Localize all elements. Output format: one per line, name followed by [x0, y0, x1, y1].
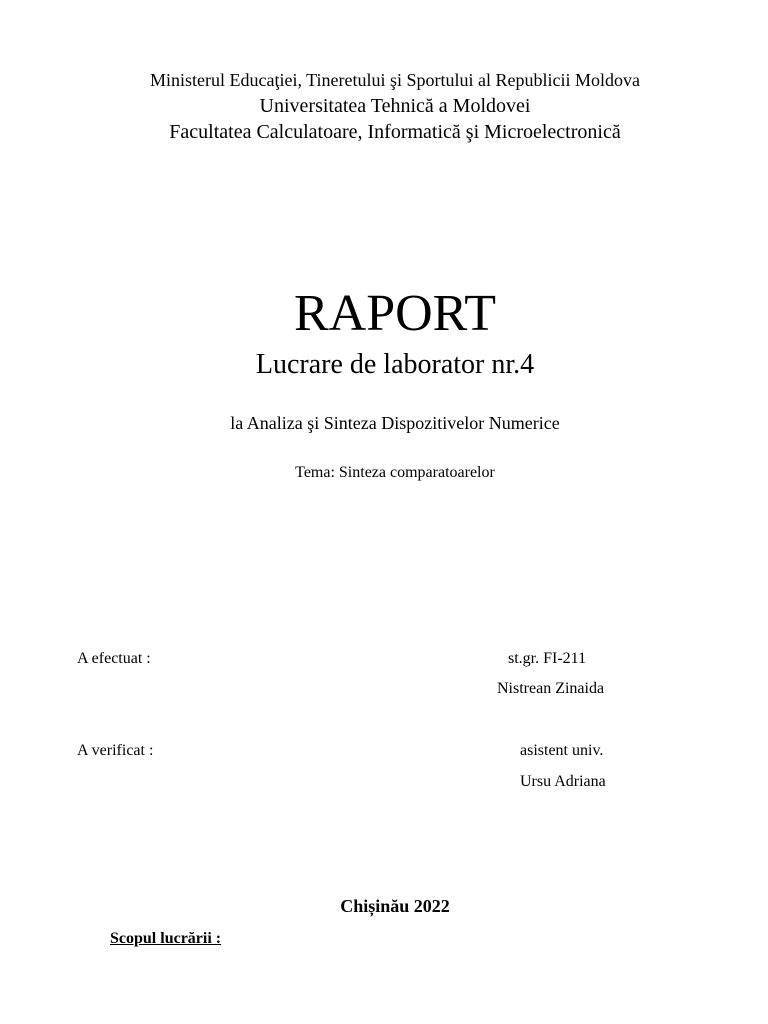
ministry-line: Ministerul Educaţiei, Tineretului şi Sportului al Republicii Moldova [150, 70, 640, 90]
lab-subtitle: Lucrare de laborator nr.4 [255, 349, 535, 380]
teacher-title: asistent univ. [520, 742, 604, 759]
student-name: Nistrean Zinaida [497, 680, 605, 697]
student-group: st.gr. FI-211 [508, 650, 587, 667]
report-title: RAPORT [293, 285, 497, 342]
university-line: Universitatea Tehnică a Moldovei [259, 95, 531, 117]
topic-line: Tema: Sinteza comparatoarelor [295, 464, 495, 481]
checked-by-label: A verificat : [77, 742, 154, 759]
discipline-line: la Analiza şi Sinteza Dispozitivelor Numerice [230, 413, 560, 433]
done-by-label: A efectuat : [77, 650, 151, 667]
teacher-name: Ursu Adriana [520, 773, 606, 790]
city-year: Chișinău 2022 [340, 896, 450, 916]
section-heading-purpose: Scopul lucrării : [110, 930, 222, 947]
faculty-line: Facultatea Calculatoare, Informatică şi Microelectronică [169, 121, 621, 143]
